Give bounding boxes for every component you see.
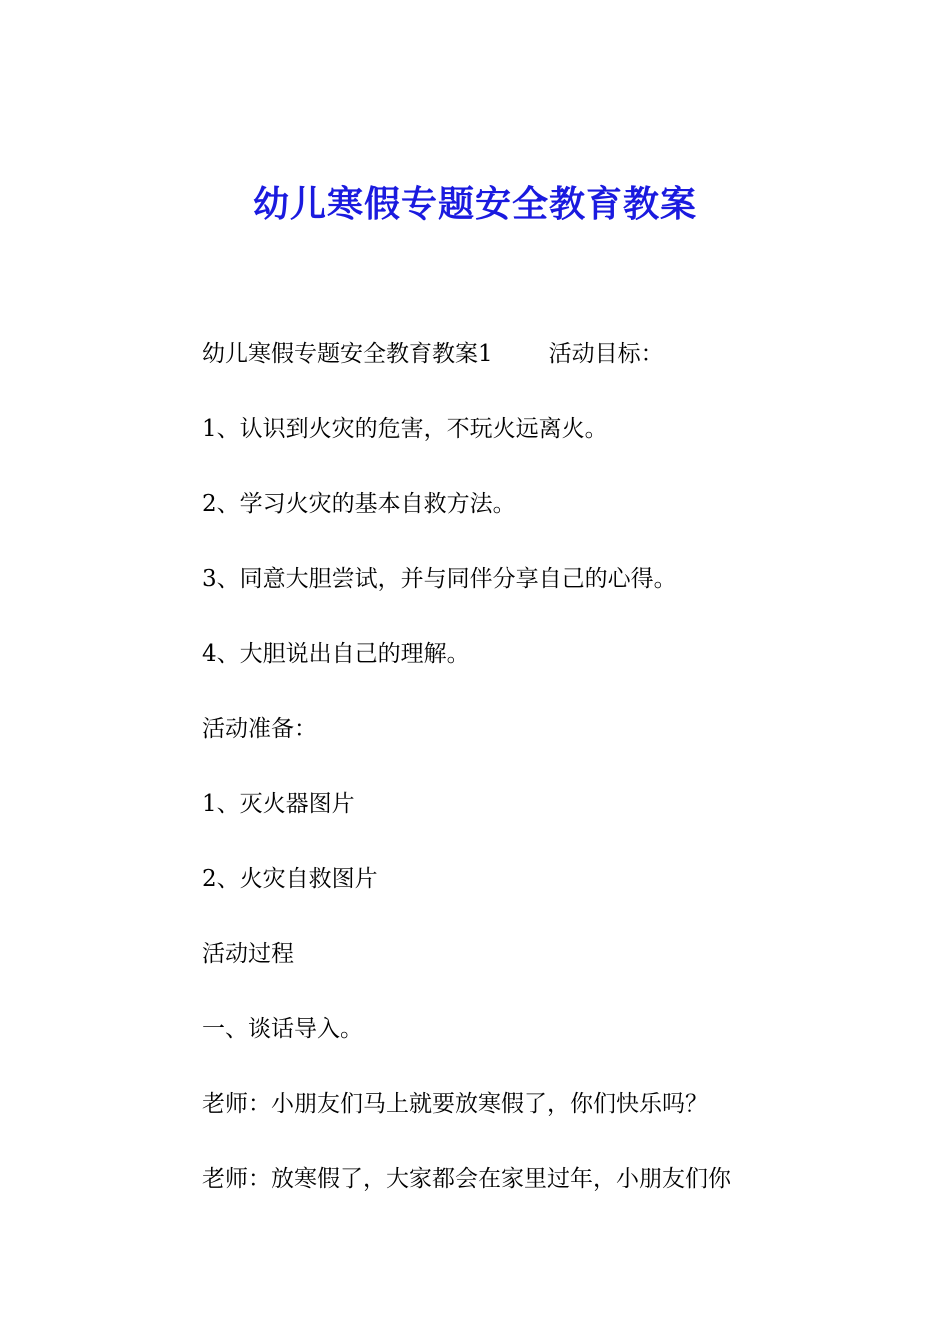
paragraph: 1、认识到火灾的危害，不玩火远离火。: [202, 416, 608, 442]
lesson-heading-line: [202, 336, 822, 373]
section-label-objectives: 活动目标：: [548, 341, 664, 367]
section-label-preparation: 活动准备：: [202, 716, 317, 742]
paragraph: 2、火灾自救图片: [202, 866, 378, 892]
paragraph: 一、谈话导入。: [202, 1016, 363, 1042]
document-title: 幼儿寒假专题安全教育教案: [252, 183, 697, 225]
paragraph: 老师：放寒假了，大家都会在家里过年，小朋友们你: [202, 1166, 731, 1192]
paragraph: 2、学习火灾的基本自救方法。: [202, 491, 516, 517]
paragraph: 1、灭火器图片: [202, 791, 355, 817]
section-label-process: 活动过程: [202, 941, 294, 967]
lesson-heading: 幼儿寒假专题安全教育教案1: [202, 341, 493, 367]
paragraph: 4、大胆说出自己的理解。: [202, 641, 470, 667]
paragraph: 老师：小朋友们马上就要放寒假了，你们快乐吗？: [202, 1091, 708, 1117]
paragraph: 3、同意大胆尝试，并与同伴分享自己的心得。: [202, 566, 677, 592]
document-body: [202, 336, 822, 1236]
